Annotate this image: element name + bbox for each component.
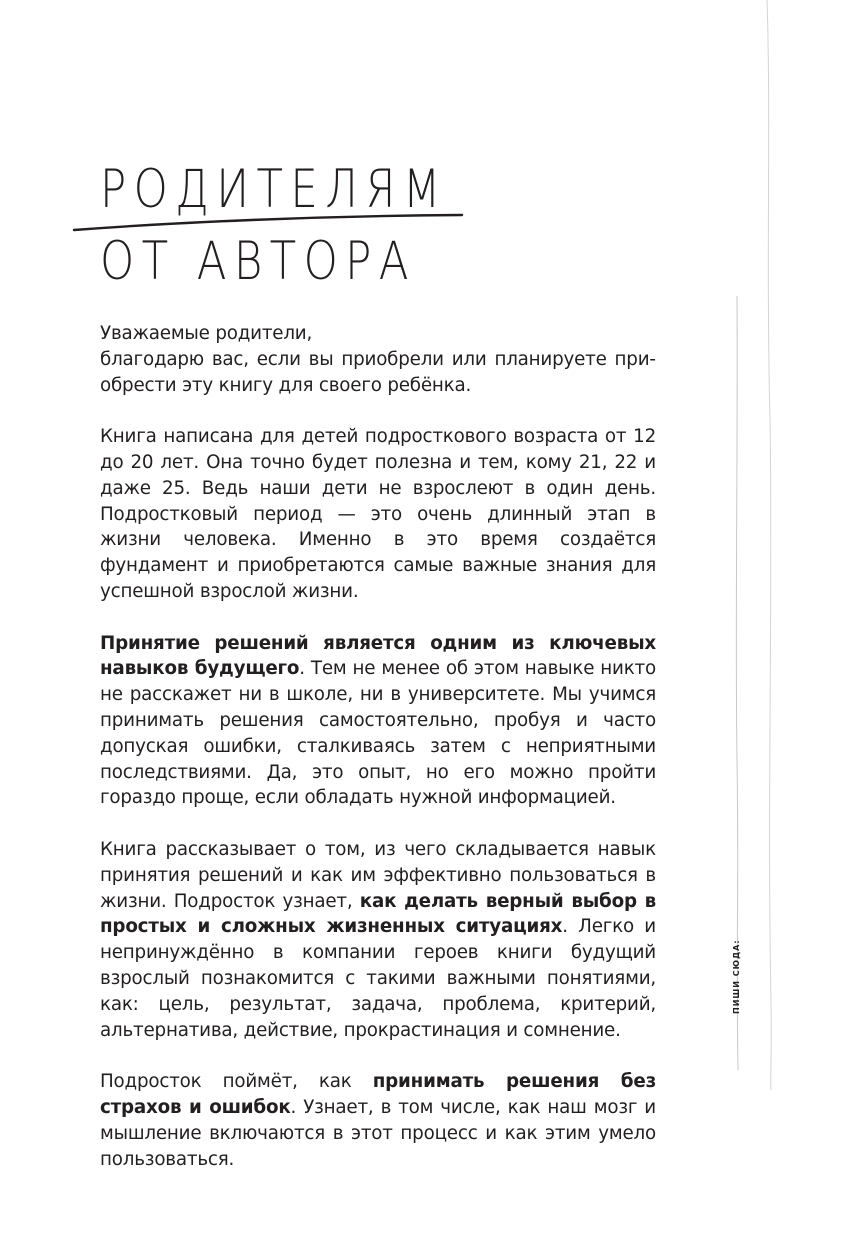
paragraph bbox=[100, 321, 656, 398]
text-run: Уважаемые родители, bbox=[100, 323, 313, 344]
page-title-line-1: РОДИТЕЛЯМ bbox=[100, 159, 448, 220]
page-title-line-2: ОТ АВТОРА bbox=[100, 231, 416, 292]
text-run: . Тем не менее об этом навыке никто не расскажет ни в школе, ни в университете. Мы учимся принимать решения самостоятельно, пробуя и часто допуская ошибки, сталкиваясь затем с неприятными последствиями. Да, это опыт, но его можно пройти гораздо проще, если обладать нужной информацией. bbox=[100, 658, 656, 809]
text-run: . Легко и непринуждённо в компании героев книги будущий взрослый познакомится с такими важными понятиями, как: цель, результат, задача, проблема, критерий, альтернатива, действие, прокрастинация и сомнение. bbox=[100, 916, 656, 1041]
margin-divider-line-top bbox=[767, 0, 771, 1090]
body-text bbox=[100, 321, 656, 1198]
paragraph bbox=[100, 1069, 656, 1172]
text-run: Книга рассказывает о том, из чего складывается навык принятия решений и как им эффективно пользоваться в жизни. Подросток узнает, bbox=[100, 838, 656, 912]
paragraph bbox=[100, 631, 656, 812]
paragraph bbox=[100, 424, 656, 605]
text-run: благодарю вас, если вы приобрели или планируете приобрести эту книгу для своего ребёнка. bbox=[100, 348, 656, 396]
text-run: Книга написана для детей подросткового возраста от 12 до 20 лет. Она точно будет полезна и тем, кому 21, 22 и даже 25. Ведь наши дети не взрослеют в один день. Подростковый период — это очень длинный этап в жизни человека. Именно в это время создаётся фундамент и приобретаются самые важные знания для успешной взрослой жизни. bbox=[100, 426, 656, 602]
bold-text-run: как делать верный выбор в простых и сложных жизненных ситуациях bbox=[100, 890, 657, 938]
paragraph bbox=[100, 837, 656, 1043]
bold-text-run: принимать решения без страхов и ошибок bbox=[100, 1071, 656, 1118]
side-margin-label: ПИШИ СЮДА: bbox=[732, 939, 741, 1014]
text-run: Подросток поймёт, как bbox=[100, 1071, 373, 1093]
text-run: . Узнает, в том числе, как наш мозг и мышление включаются в этот процесс и как этим умело пользоваться. bbox=[100, 1096, 656, 1170]
bold-text-run: Принятие решений является одним из ключевых навыков будущего bbox=[100, 632, 656, 680]
